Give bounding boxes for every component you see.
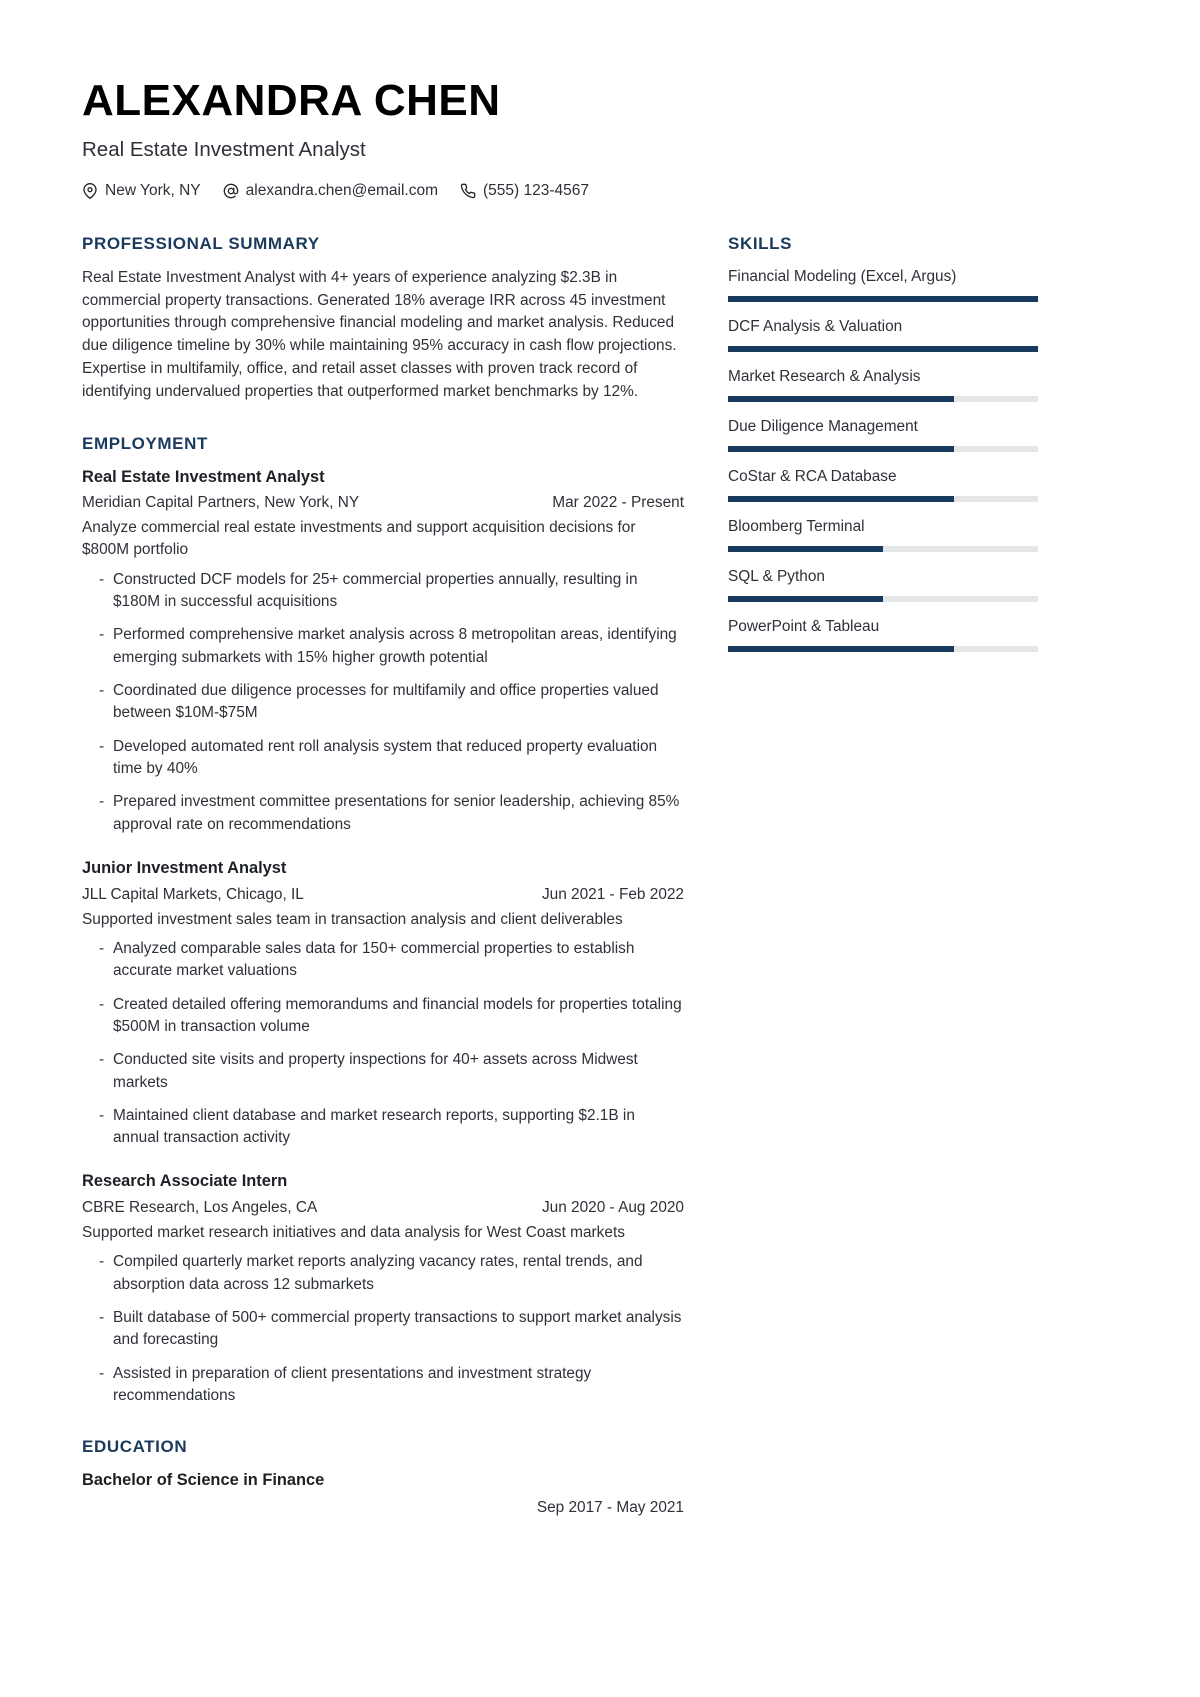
employment-bullet: - Built database of 500+ commercial property transactions to support market analysis and forecasting (82, 1307, 684, 1352)
education-degree: Bachelor of Science in Finance (82, 1471, 325, 1490)
employment-summary: Supported market research initiatives and data analysis for West Coast markets (82, 1224, 625, 1241)
employment-meta-row (82, 885, 684, 905)
skill-level-track (728, 646, 1038, 652)
side-column (728, 234, 1038, 682)
skill-level-track (728, 496, 1038, 502)
employment-bullet-list (82, 569, 684, 836)
employment-job-title: Real Estate Investment Analyst (82, 467, 325, 486)
skill-name: Market Research & Analysis (728, 367, 921, 385)
skill-level-track (728, 446, 1038, 452)
skill-name: PowerPoint & Tableau (728, 617, 880, 635)
main-column (82, 234, 684, 1548)
employment-bullet: - Compiled quarterly market reports analyzing vacancy rates, rental trends, and absorption data across 12 submarkets (82, 1251, 684, 1296)
employment-meta-row (82, 493, 684, 513)
employment-bullet: - Conducted site visits and property inspections for 40+ assets across Midwest markets (82, 1049, 684, 1094)
skill-level-fill (728, 646, 954, 652)
employment-summary: Supported investment sales team in transaction analysis and client deliverables (82, 910, 623, 928)
section-education (82, 1437, 684, 1518)
resume-header (82, 78, 1118, 200)
location-pin-icon (82, 183, 98, 199)
section-skills (728, 234, 1038, 652)
skill-item (728, 417, 1038, 452)
skill-level-track (728, 546, 1038, 552)
resume-body (82, 234, 1118, 1548)
section-professional-summary (82, 234, 684, 404)
phone-icon (460, 183, 476, 199)
education-meta-row (82, 1498, 684, 1518)
skills-list (728, 267, 1038, 652)
skill-level-fill (728, 596, 883, 602)
contact-phone-value: (555) 123-4567 (483, 181, 589, 199)
employment-summary: Analyze commercial real estate investments and support acquisition decisions for $800M portfolio (82, 519, 636, 559)
skill-name: Bloomberg Terminal (728, 517, 865, 535)
skill-level-track (728, 396, 1038, 402)
employment-job-title: Junior Investment Analyst (82, 859, 287, 878)
employment-bullet: - Assisted in preparation of client presentations and investment strategy recommendations (82, 1363, 684, 1408)
employment-bullet: - Created detailed offering memorandums and financial models for properties totaling $500M in transaction volume (82, 994, 684, 1039)
employment-bullet: - Constructed DCF models for 25+ commercial properties annually, resulting in $180M in successful acquisitions (82, 569, 684, 614)
section-title-skills: SKILLS (728, 233, 793, 253)
email-at-icon (223, 183, 239, 199)
candidate-headline: Real Estate Investment Analyst (82, 138, 366, 162)
contact-phone[interactable] (460, 182, 589, 200)
education-list (82, 1470, 684, 1518)
section-title-employment: EMPLOYMENT (82, 433, 208, 453)
employment-entry (82, 1171, 684, 1407)
employment-job-title: Research Associate Intern (82, 1172, 288, 1191)
skill-level-fill (728, 446, 954, 452)
skill-name: CoStar & RCA Database (728, 467, 897, 485)
candidate-name: ALEXANDRA CHEN (82, 76, 501, 125)
skill-level-fill (728, 546, 883, 552)
employment-dates: Jun 2021 - Feb 2022 (541, 885, 684, 903)
employment-entry (82, 467, 684, 836)
employment-bullet: - Developed automated rent roll analysis system that reduced property evaluation time by 40% (82, 736, 684, 781)
skill-item (728, 567, 1038, 602)
employment-meta-row (82, 1198, 684, 1218)
contact-row (82, 182, 1118, 200)
contact-email-value: alexandra.chen@email.com (245, 181, 438, 199)
skill-name: DCF Analysis & Valuation (728, 317, 903, 335)
skill-level-fill (728, 496, 954, 502)
contact-location (82, 182, 201, 200)
skill-name: SQL & Python (728, 567, 825, 585)
skill-level-fill (728, 396, 954, 402)
skill-level-fill (728, 346, 1038, 352)
employment-bullet: - Maintained client database and market research reports, supporting $2.1B in annual transaction activity (82, 1105, 684, 1150)
employment-bullet-list (82, 1251, 684, 1407)
employment-bullet: - Coordinated due diligence processes for multifamily and office properties valued between $10M-$75M (82, 680, 684, 725)
summary-body: Real Estate Investment Analyst with 4+ years of experience analyzing $2.3B in commercial property transactions. Generated 18% average IRR across 45 investment opportunities through comprehensive financial modeling and market analysis. Reduced due diligence timeline by 30% while maintaining 95% accuracy in cash flow projections. Expertise in multifamily, office, and retail asset classes with proven track record of identifying undervalued properties that outperformed market benchmarks by 12%. (82, 268, 677, 400)
education-entry (82, 1470, 684, 1518)
skill-level-track (728, 596, 1038, 602)
employment-bullet-list (82, 938, 684, 1150)
education-dates: Sep 2017 - May 2021 (536, 1498, 684, 1516)
employment-dates: Jun 2020 - Aug 2020 (541, 1198, 684, 1216)
employment-list (82, 467, 684, 1408)
section-title-education: EDUCATION (82, 1437, 188, 1457)
skill-item (728, 267, 1038, 302)
skill-item (728, 517, 1038, 552)
employment-company: CBRE Research, Los Angeles, CA (82, 1198, 318, 1216)
section-title-summary: PROFESSIONAL SUMMARY (82, 233, 320, 253)
employment-bullet: - Analyzed comparable sales data for 150+ commercial properties to establish accurate market valuations (82, 938, 684, 983)
skill-name: Financial Modeling (Excel, Argus) (728, 267, 957, 285)
employment-company: Meridian Capital Partners, New York, NY (82, 494, 360, 512)
skill-item (728, 317, 1038, 352)
skill-name: Due Diligence Management (728, 417, 918, 435)
employment-bullet: - Prepared investment committee presentations for senior leadership, achieving 85% approval rate on recommendations (82, 791, 684, 836)
contact-email[interactable] (223, 182, 438, 200)
employment-bullet: - Performed comprehensive market analysis across 8 metropolitan areas, identifying emerging submarkets with 15% higher growth potential (82, 624, 684, 669)
employment-company: JLL Capital Markets, Chicago, IL (82, 885, 304, 903)
contact-location-value: New York, NY (105, 181, 201, 199)
skill-item (728, 467, 1038, 502)
employment-entry (82, 858, 684, 1149)
section-employment (82, 434, 684, 1408)
skill-level-track (728, 346, 1038, 352)
skill-item (728, 617, 1038, 652)
employment-dates: Mar 2022 - Present (552, 494, 684, 512)
skill-item (728, 367, 1038, 402)
skill-level-track (728, 296, 1038, 302)
skill-level-fill (728, 296, 1038, 302)
